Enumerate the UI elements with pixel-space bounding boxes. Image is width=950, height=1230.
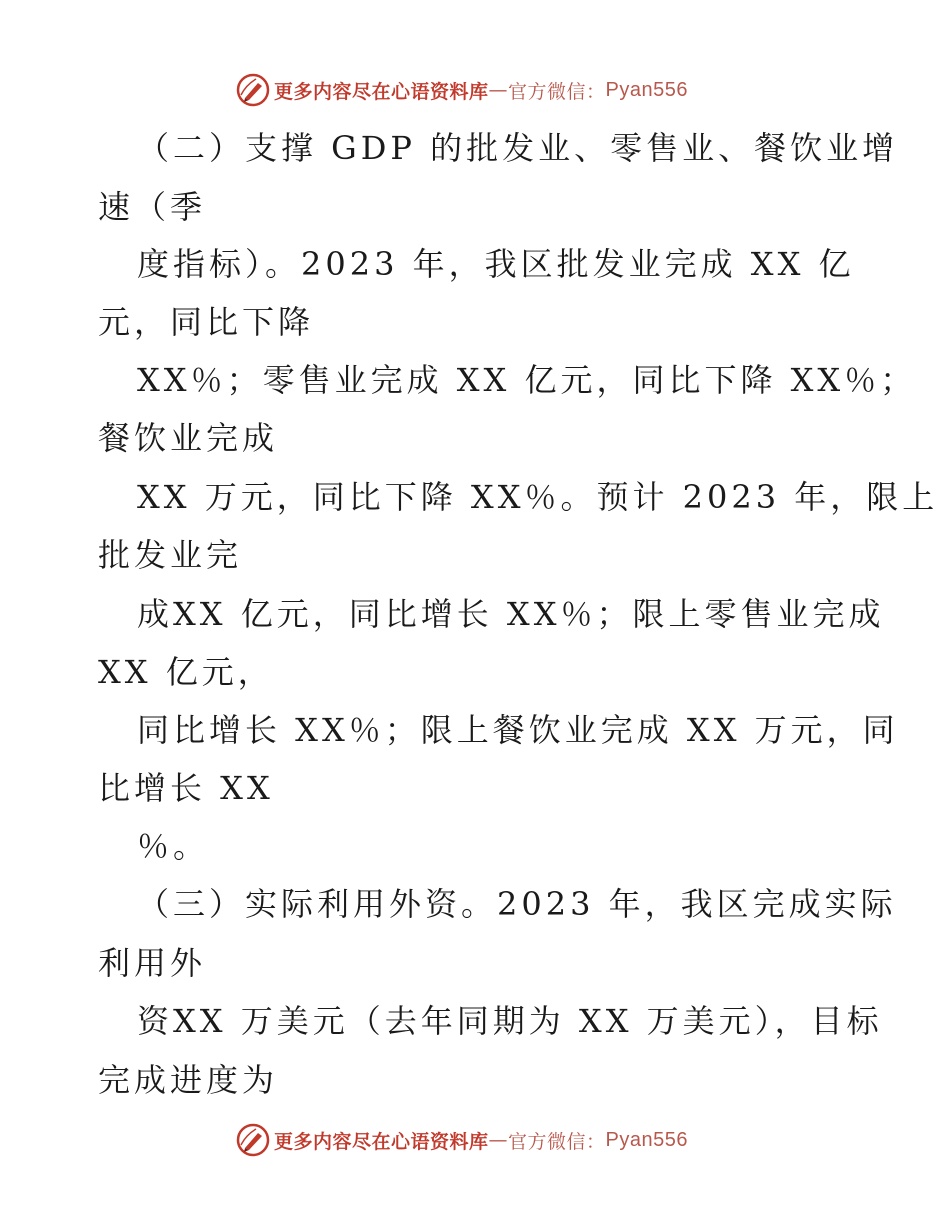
banner-official-label: 官方微信： [508, 1130, 606, 1153]
header-banner [236, 72, 688, 108]
text-line: 批发业完 [98, 536, 243, 574]
banner-brand-text: 更多内容尽在心语资料库 [274, 1130, 489, 1153]
pen-logo-icon [236, 1123, 270, 1157]
text-line: ％。 [137, 827, 210, 865]
footer-banner [236, 1122, 688, 1158]
banner-wechat-id: Pyan556 [605, 78, 688, 101]
text-line: 度指标）。2023 年，我区批发业完成 XX 亿 [137, 245, 855, 283]
text-line: 餐饮业完成 [98, 419, 279, 457]
text-line: XX 万元，同比下降 XX％。预计 2023 年，限上 [137, 478, 939, 516]
banner-dash: — [488, 79, 509, 101]
text-line: 比增长 XX [98, 769, 274, 807]
text-line: 速（季 [98, 188, 207, 226]
text-line: （三）实际利用外资。2023 年，我区完成实际 [137, 885, 897, 923]
text-line: 成XX 亿元，同比增长 XX％；限上零售业完成 [137, 595, 885, 633]
text-line: 资XX 万美元（去年同期为 XX 万美元），目标 [137, 1002, 883, 1040]
text-line: （二）支撑 GDP 的批发业、零售业、餐饮业增 [137, 129, 899, 167]
pen-logo-icon [236, 73, 270, 107]
banner-official-label: 官方微信： [508, 80, 606, 103]
banner-dash: — [488, 1129, 509, 1151]
text-line: 完成进度为 [98, 1061, 279, 1099]
text-line: XX 亿元， [98, 653, 274, 691]
text-line: 同比增长 XX％；限上餐饮业完成 XX 万元，同 [137, 711, 899, 749]
text-line: 利用外 [98, 944, 207, 982]
banner-brand-text: 更多内容尽在心语资料库 [274, 80, 489, 103]
banner-wechat-id: Pyan556 [605, 1128, 688, 1151]
text-line: XX％；零售业完成 XX 亿元，同比下降 XX％； [137, 361, 917, 399]
text-line: 元，同比下降 [98, 303, 315, 341]
